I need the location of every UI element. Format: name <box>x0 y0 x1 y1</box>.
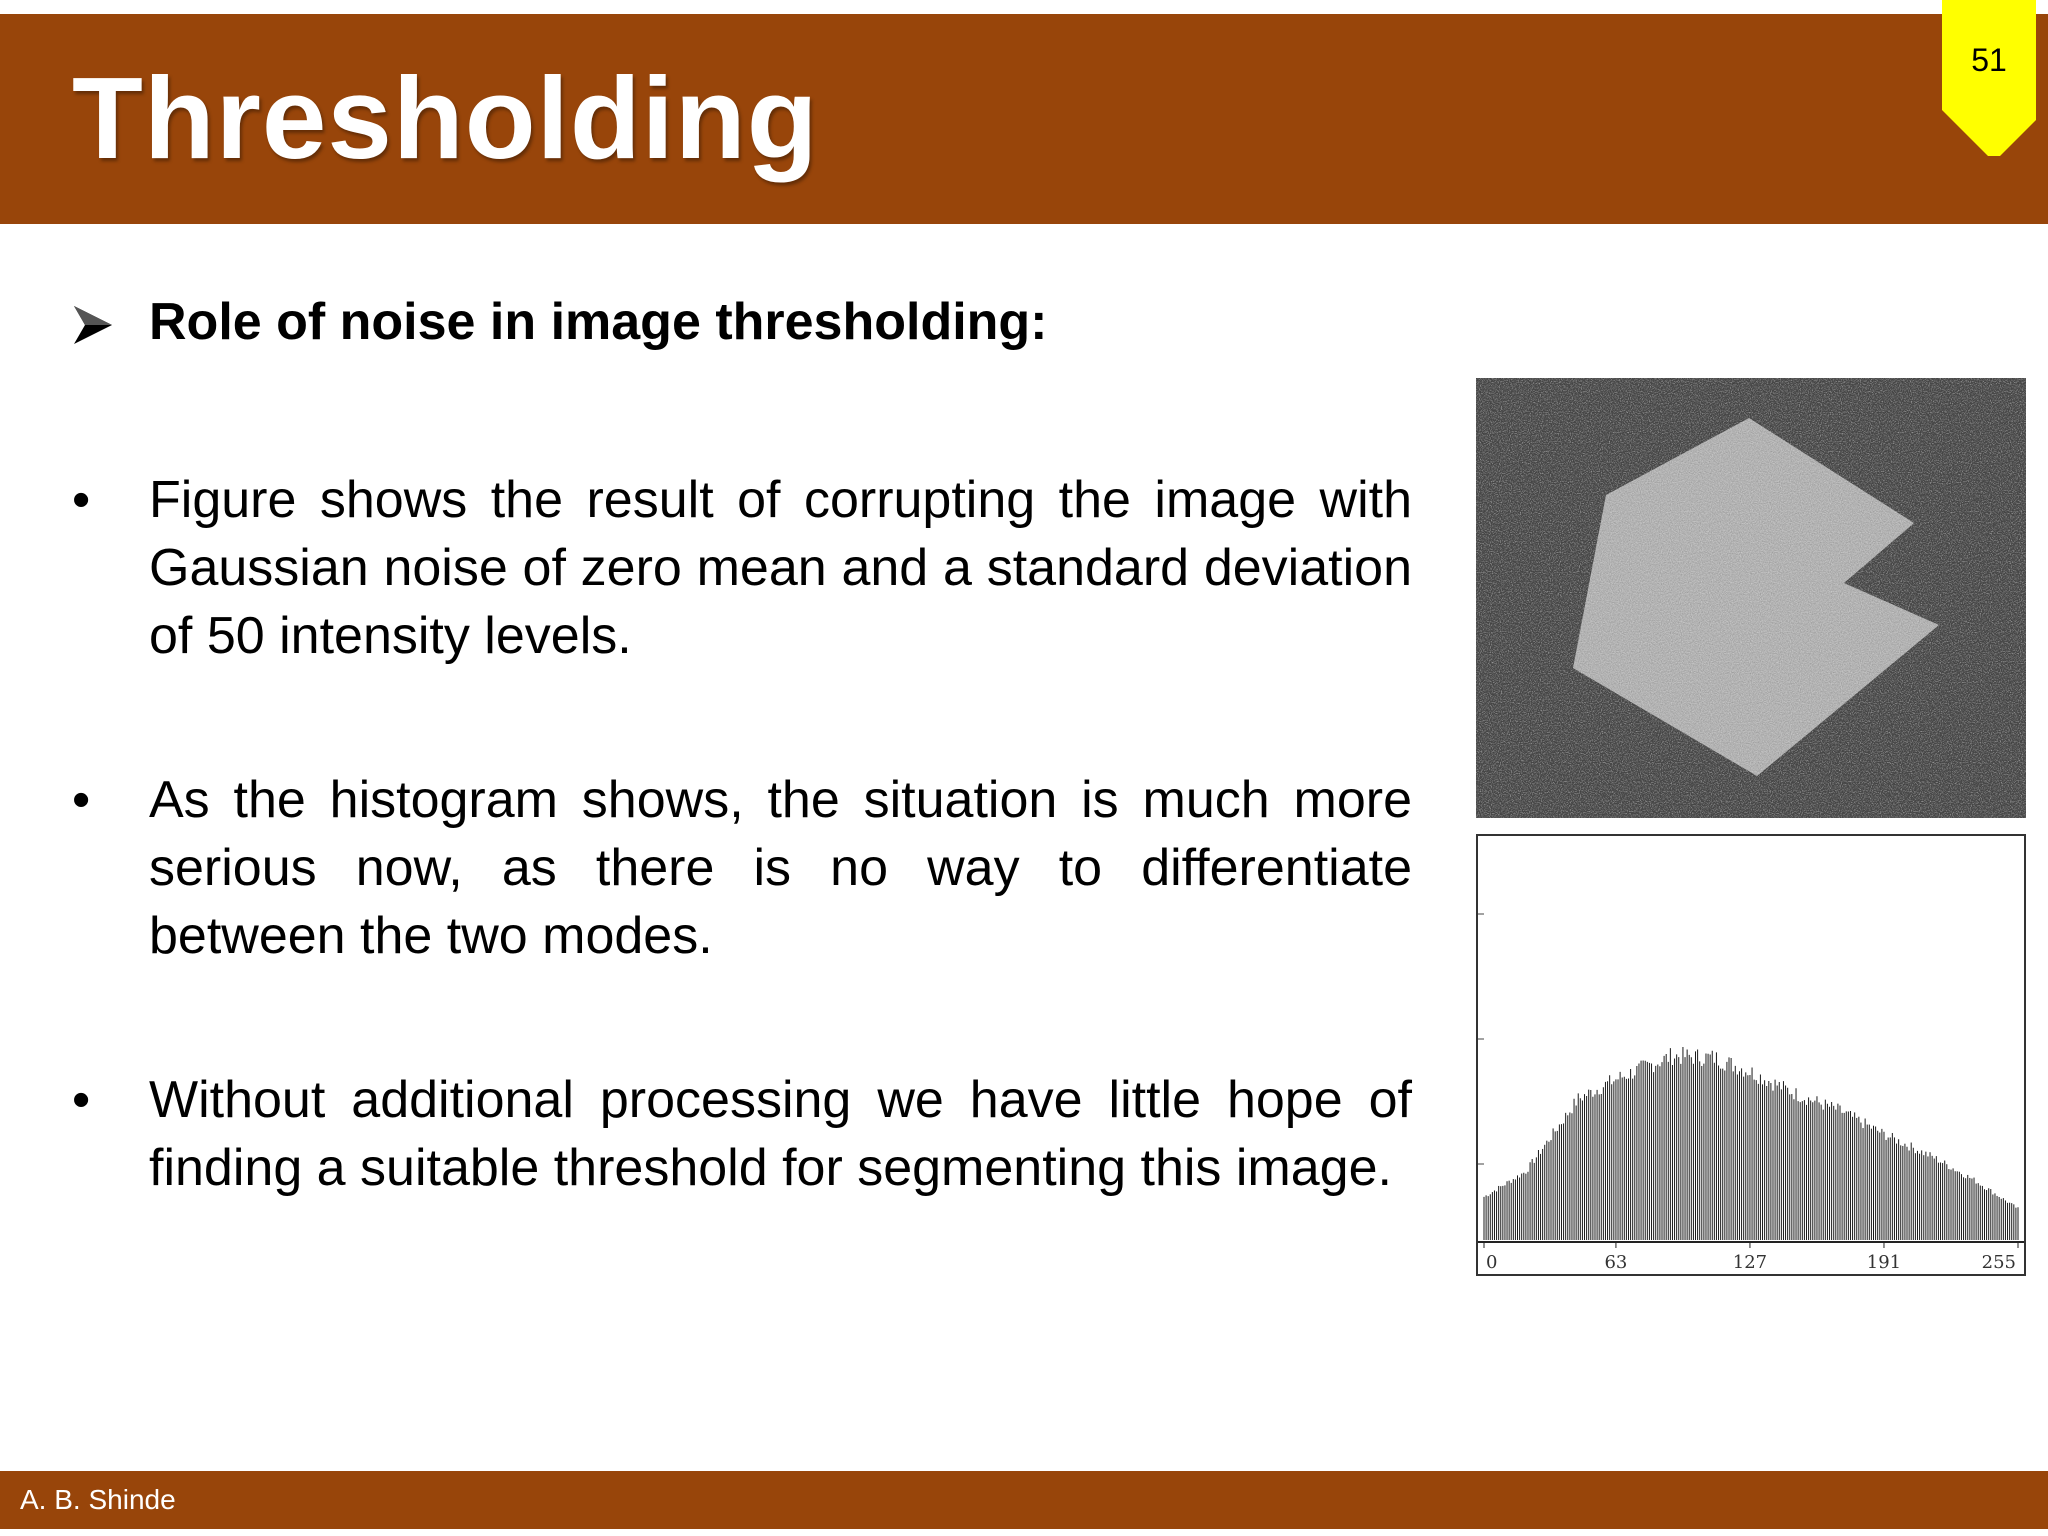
page-number: 51 <box>1971 42 2007 78</box>
intensity-histogram <box>1476 834 2026 1276</box>
bullet-marker: • <box>72 471 91 529</box>
arrowhead-icon <box>72 304 114 346</box>
section-heading-text: Role of noise in image thresholding: <box>149 293 1048 351</box>
slide-title: Thresholding <box>72 53 819 183</box>
bullet-text: Without additional processing we have little hope of finding a suitable threshold for segmenting this image. <box>149 1071 1412 1197</box>
footer-bar <box>0 1471 2048 1529</box>
bullet-marker: • <box>72 1071 91 1129</box>
footer-author: A. B. Shinde <box>20 1484 176 1515</box>
histogram-tick-label: 127 <box>1732 1252 1768 1273</box>
histogram-tick-label: 63 <box>1604 1252 1628 1273</box>
histogram-tick-label: 255 <box>1981 1252 2016 1273</box>
histogram-tick-label: 0 <box>1486 1252 1498 1273</box>
noisy-polygon-image <box>1476 378 2026 818</box>
histogram-tick-label: 191 <box>1866 1252 1902 1273</box>
bullet-marker: • <box>72 771 91 829</box>
bullet-text: Figure shows the result of corrupting the image with Gaussian noise of zero mean and a standard deviation of 50 intensity levels. <box>149 471 1412 665</box>
page-number-flag <box>1942 0 2036 158</box>
bullet-text: As the histogram shows, the situation is much more serious now, as there is no way to differentiate between the two modes. <box>149 771 1412 965</box>
